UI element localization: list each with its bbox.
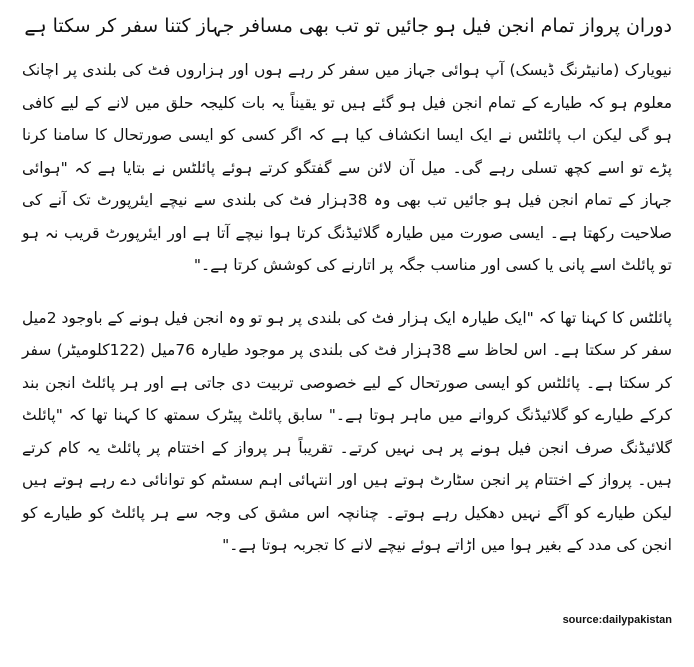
source-credit: source:dailypakistan [562,614,672,626]
article-paragraph-2: پائلٹس کا کہنا تھا کہ "ایک طیارہ ایک ہزار فٹ کی بلندی پر ہو تو وہ انجن فیل ہونے کے باوجود 2میل سفر کر سکتا ہے۔ اس لحاظ سے 38ہزار فٹ کی بلندی پر موجود طیارہ 76میل (122کلومیٹر) سفر کر سکتا ہے۔ پائلٹس کو ایسی صورتحال کے لیے خصوصی تربیت دی جاتی ہے اور ہر پائلٹ انجن بند کرکے طیارے کو گلائیڈنگ کروانے میں ماہر ہوتا ہے۔" سابق پائلٹ پیٹرک سمتھ کا کہنا تھا کہ "پائلٹ گلائیڈنگ صرف انجن فیل ہونے پر ہی نہیں کرتے۔ تقریباً ہر پرواز کے اختتام پر پائلٹ یہ کام کرتے ہیں۔ پرواز کے اختتام پر انجن سٹارٹ ہوتے ہیں اور انتہائی اہم سسٹم کو توانائی دے رہے ہوتے ہیں لیکن طیارے کو آگے نہیں دھکیل رہے ہوتے۔ چنانچہ اس مشق کی وجہ سے ہر پائلٹ کو طیارے کو انجن کی مدد کے بغیر ہوا میں اڑاتے ہوئے نیچے لانے کا تجربہ ہوتا ہے۔" [22,308,672,554]
article-paragraph-1: نیویارک (مانیٹرنگ ڈیسک) آپ ہوائی جہاز میں سفر کر رہے ہوں اور ہزاروں فٹ کی بلندی پر اچانک معلوم ہو کہ طیارے کے تمام انجن فیل ہو گئے ہیں تو یقیناً یہ بات کلیجہ حلق میں لانے کے لیے کافی ہو گی لیکن اب پائلٹس نے ایک ایسا انکشاف کیا ہے کہ اگر کسی کو ایسی صورتحال کا سامنا کرنا پڑے تو اسے کچھ تسلی رہے گی۔ میل آن لائن سے گفتگو کرتے ہوئے پائلٹس نے بتایا ہے کہ "ہوائی جہاز کے تمام انجن فیل ہو جائیں تب بھی وہ 38ہزار فٹ کی بلندی سے نیچے ایئرپورٹ تک آنے کی صلاحیت رکھتا ہے۔ ایسی صورت میں طیارہ گلائیڈنگ کرتا ہوا نیچے آتا ہے اور ایئرپورٹ قریب نہ ہو تو پائلٹ اسے پانی یا کسی اور مناسب جگہ پر اتارنے کی کوشش کرتا ہے۔" [22,61,673,274]
article-headline: دوران پرواز تمام انجن فیل ہو جائیں تو تب بھی مسافر جہاز کتنا سفر کر سکتا ہے [24,15,672,37]
